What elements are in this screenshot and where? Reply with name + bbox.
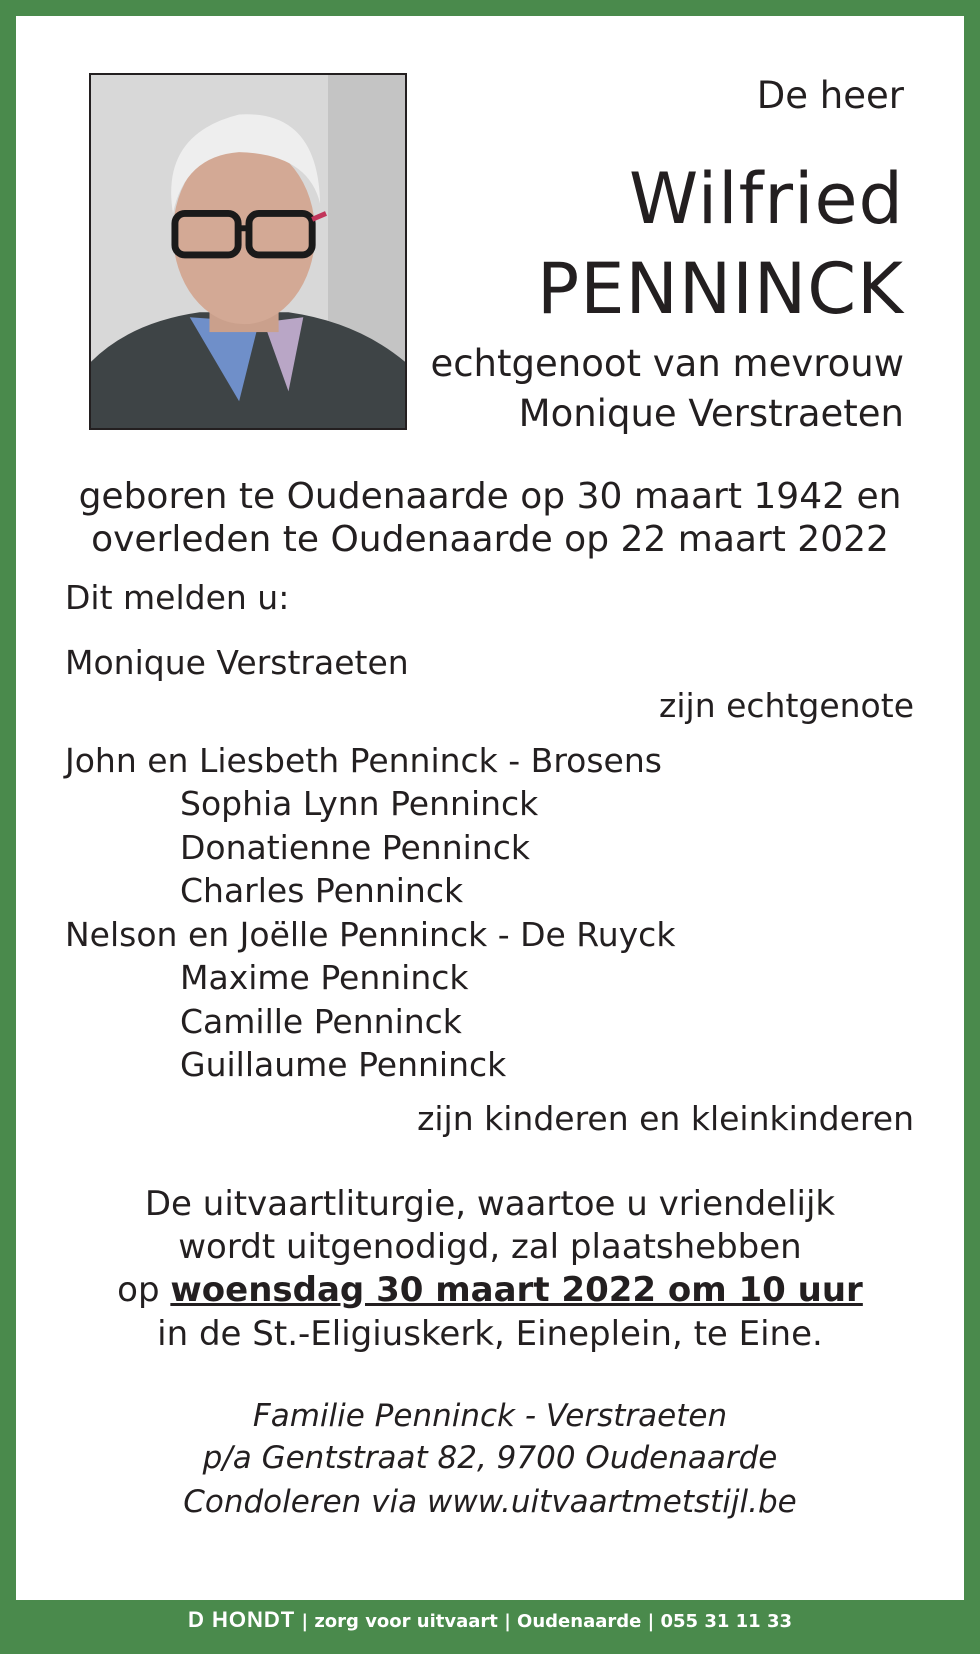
liturgy-date: woensdag 30 maart 2022 om 10 uur [170, 1270, 863, 1310]
brand-logo: D HONDT [187, 1607, 296, 1632]
death-line: overleden te Oudenaarde op 22 maart 2022 [91, 519, 889, 560]
footer-phone[interactable]: 055 31 11 33 [660, 1611, 793, 1632]
last-name: PENNINCK [537, 248, 904, 330]
grandchild: Donatienne Penninck [180, 828, 530, 867]
footer-separator: | [504, 1611, 511, 1632]
liturgy-line-2: wordt uitgenodigd, zal plaatshebben [178, 1227, 802, 1267]
footer-separator: | [301, 1611, 309, 1632]
footer-city: Oudenaarde [517, 1611, 642, 1632]
grandchild: Sophia Lynn Penninck [180, 784, 539, 823]
birth-line: geboren te Oudenaarde op 30 maart 1942 en [78, 476, 902, 517]
spouse-name: Monique Verstraeten [518, 392, 904, 435]
announcers-intro: Dit melden u: [65, 578, 290, 617]
grandchild: Camille Penninck [180, 1002, 462, 1041]
liturgy-line-3 [16, 1270, 964, 1310]
grandchild: Maxime Penninck [180, 958, 469, 997]
family-2: Nelson en Joëlle Penninck - De Ruyck [65, 915, 676, 954]
spouse-intro: echtgenoot van mevrouw [430, 342, 904, 385]
condolence-link[interactable]: Condoleren via www.uitvaartmetstijl.be [183, 1484, 797, 1520]
grandchild: Charles Penninck [180, 871, 464, 910]
grandchild: Guillaume Penninck [180, 1045, 507, 1084]
liturgy-line-1: De uitvaartliturgie, waartoe u vriendelijk [144, 1184, 836, 1224]
liturgy-line-4: in de St.-Eligiuskerk, Eineplein, te Eine. [157, 1314, 823, 1354]
footer-tagline: zorg voor uitvaart [314, 1611, 498, 1632]
portrait-photo [89, 73, 407, 430]
salutation: De heer [756, 74, 904, 117]
children-role: zijn kinderen en kleinkinderen [417, 1099, 914, 1138]
footer-separator: | [647, 1611, 655, 1632]
family-1: John en Liesbeth Penninck - Brosens [65, 741, 662, 780]
spouse-role: zijn echtgenote [659, 686, 914, 725]
family-signature: Familie Penninck - Verstraeten [252, 1398, 728, 1434]
first-name: Wilfried [629, 158, 904, 240]
liturgy-prefix: op [117, 1270, 171, 1310]
funeral-home-footer [0, 1602, 980, 1638]
portrait-illustration [91, 75, 405, 428]
obituary-card [16, 16, 964, 1600]
spouse-announcer: Monique Verstraeten [65, 643, 409, 682]
family-address: p/a Gentstraat 82, 9700 Oudenaarde [202, 1440, 778, 1476]
